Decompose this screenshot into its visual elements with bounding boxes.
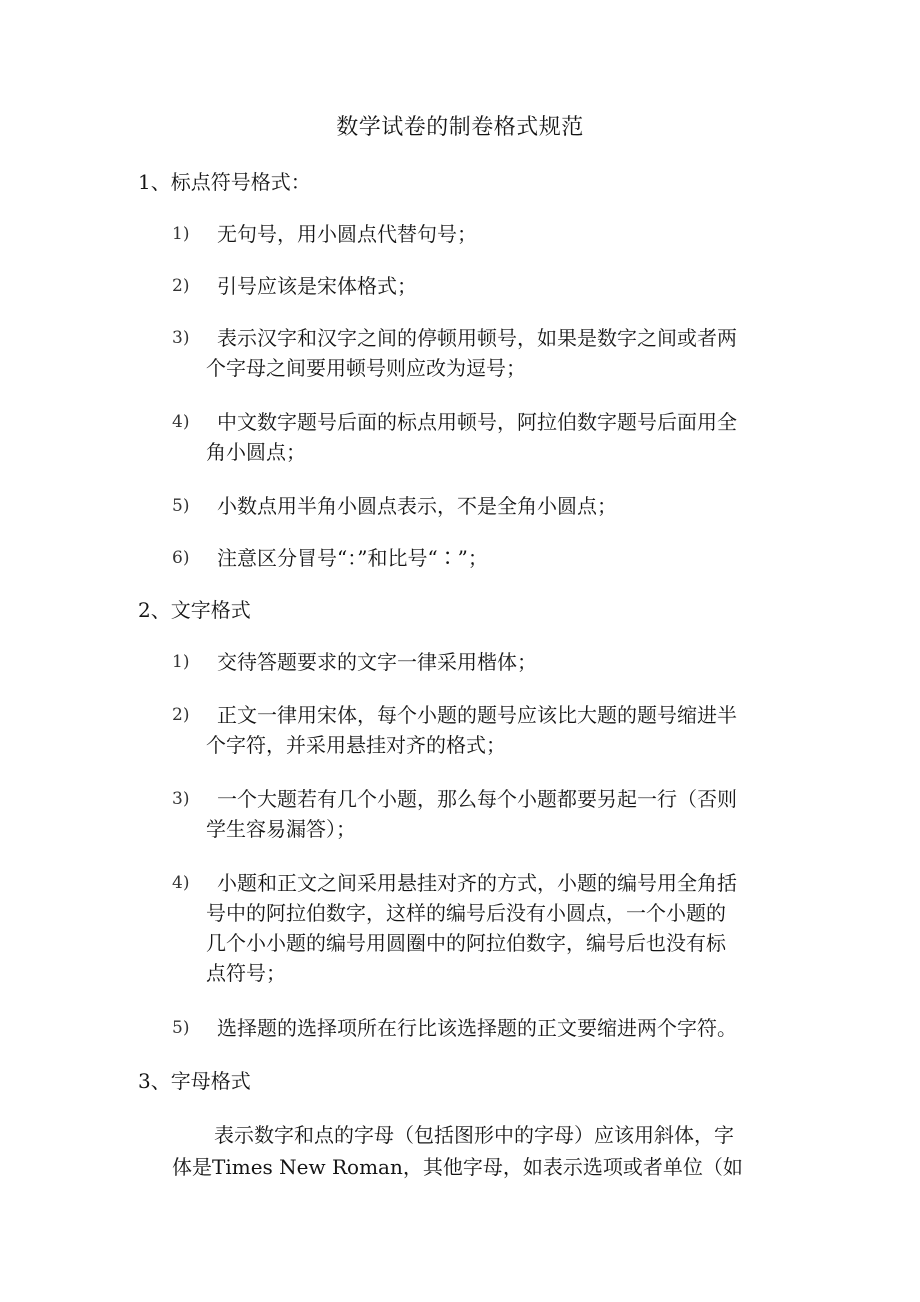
paragraph-line: 体是Times New Roman，其他字母，如表示选项或者单位（如 (172, 1155, 743, 1179)
item-number: 5) (172, 496, 190, 516)
item-text-line: 引号应该是宋体格式； (217, 274, 417, 298)
item-text-line: 个字符，并采用悬挂对齐的格式； (206, 733, 506, 757)
paragraph-line: 表示数字和点的字母（包括图形中的字母）应该用斜体，字 (214, 1123, 734, 1147)
list-item (172, 271, 782, 301)
item-text-line: 表示汉字和汉字之间的停顿用顿号，如果是数字之间或者两 (217, 326, 737, 350)
item-text-line: 中文数字题号后面的标点用顿号，阿拉伯数字题号后面用全 (217, 410, 737, 434)
item-number: 1) (172, 224, 190, 244)
list-item (172, 647, 782, 677)
item-number: 6) (172, 548, 190, 568)
item-number: 2) (172, 705, 190, 725)
item-text-line: 小数点用半角小圆点表示，不是全角小圆点； (217, 494, 617, 518)
item-text-line: 角小圆点； (206, 440, 306, 464)
item-number: 3) (172, 328, 190, 348)
body-paragraph (172, 1119, 784, 1183)
item-text-line: 号中的阿拉伯数字，这样的编号后没有小圆点，一个小题的 (206, 901, 726, 925)
item-text-line: 交待答题要求的文字一律采用楷体； (217, 650, 537, 674)
item-number: 3) (172, 789, 190, 809)
item-text-line: 正文一律用宋体，每个小题的题号应该比大题的题号缩进半 (217, 703, 737, 727)
item-number: 5) (172, 1018, 190, 1038)
item-text-line: 学生容易漏答）； (206, 817, 356, 841)
item-text-line: 注意区分冒号“：”和比号“∶”； (217, 546, 488, 570)
item-number: 2) (172, 276, 190, 296)
section-heading-text-format: 2、文字格式 (138, 598, 251, 622)
item-text-line: 无句号，用小圆点代替句号； (217, 222, 477, 246)
list-item (172, 868, 782, 988)
list-item (172, 543, 782, 573)
section-heading-punctuation: 1、标点符号格式： (138, 170, 311, 194)
list-item (172, 784, 782, 844)
item-text-line: 一个大题若有几个小题，那么每个小题都要另起一行（否则 (217, 787, 737, 811)
item-text-line: 几个小小题的编号用圆圈中的阿拉伯数字，编号后也没有标 (206, 931, 726, 955)
item-text-line: 个字母之间要用顿号则应改为逗号； (206, 356, 526, 380)
item-text-line: 选择题的选择项所在行比该选择题的正文要缩进两个字符。 (217, 1016, 737, 1040)
item-number: 4) (172, 412, 190, 432)
item-text-line: 点符号； (206, 961, 286, 985)
list-item (172, 407, 782, 467)
list-item (172, 700, 782, 760)
section-heading-letter-format: 3、字母格式 (138, 1069, 251, 1093)
list-item (172, 323, 782, 383)
list-item (172, 491, 782, 521)
item-number: 4) (172, 873, 190, 893)
list-item (172, 219, 782, 249)
item-number: 1) (172, 652, 190, 672)
list-item (172, 1013, 782, 1043)
page-title: 数学试卷的制卷格式规范 (336, 115, 584, 140)
item-text-line: 小题和正文之间采用悬挂对齐的方式，小题的编号用全角括 (217, 871, 737, 895)
